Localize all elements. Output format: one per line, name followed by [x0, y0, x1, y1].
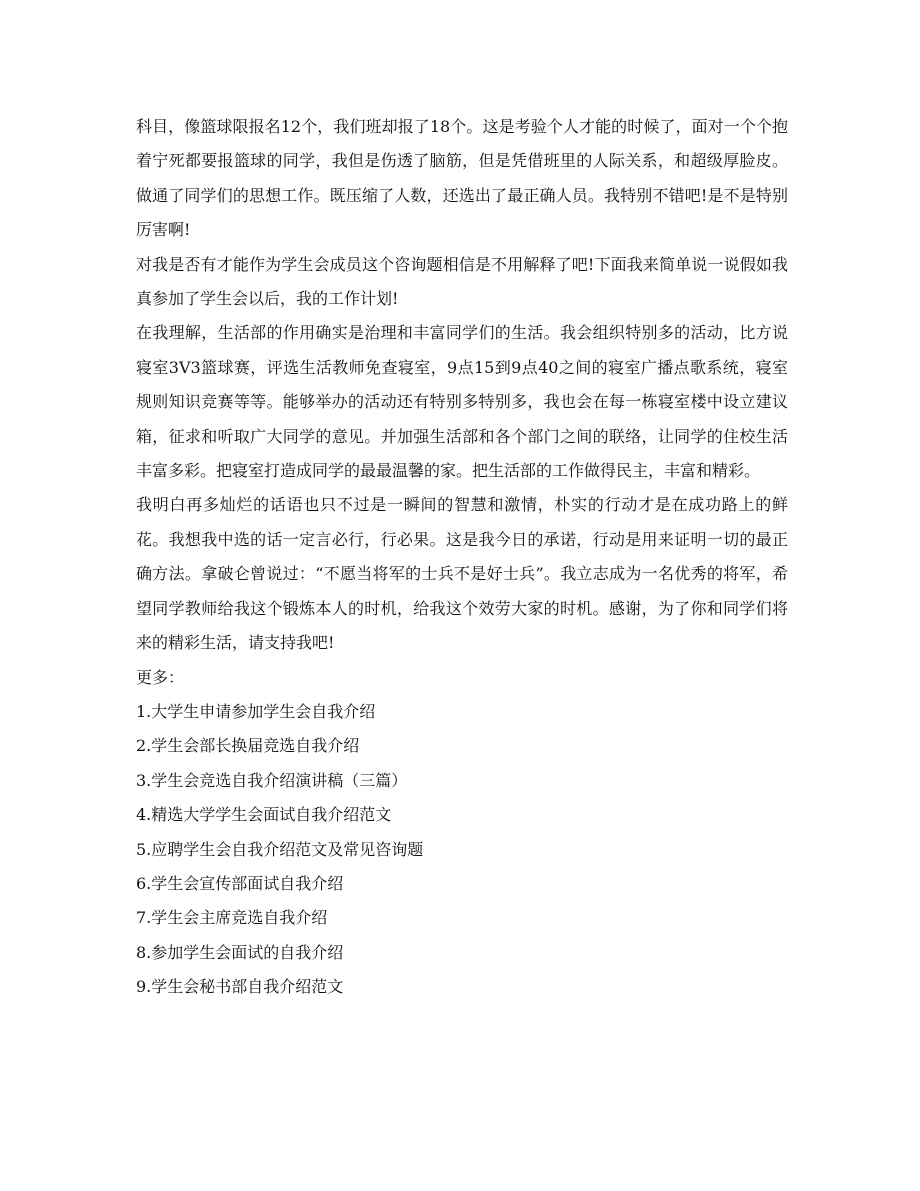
paragraph-transition: 对我是否有才能作为学生会成员这个咨询题相信是不用解释了吧!下面我来简单说一说假如我真参加了学生会以后，我的工作计划!: [136, 254, 788, 309]
related-article-item[interactable]: 3.学生会竞选自我介绍演讲稿（三篇）: [136, 770, 408, 790]
paragraph-closing: 我明白再多灿烂的话语也只不过是一瞬间的智慧和激情，朴实的行动才是在成功路上的鲜花。我想我中选的话一定言必行，行必果。这是我今日的承诺，行动是用来证明一切的最正确方法。拿破仑曾说过：“不愿当将军的士兵不是好士兵”。我立志成为一名优秀的将军，希望同学教师给我这个锻炼本人的时机，给我这个效劳大家的时机。感谢，为了你和同学们将来的精彩生活，请支持我吧!: [136, 495, 788, 653]
more-label: 更多：: [136, 667, 185, 687]
related-article-item[interactable]: 8.参加学生会面试的自我介绍: [136, 942, 344, 962]
related-article-item[interactable]: 5.应聘学生会自我介绍范文及常见咨询题: [136, 839, 424, 859]
related-article-item[interactable]: 1.大学生申请参加学生会自我介绍: [136, 701, 376, 721]
paragraph-intro-continued: 科目，像篮球限报名12个，我们班却报了18个。这是考验个人才能的时候了，面对一个个抱着宁死都要报篮球的同学，我但是伤透了脑筋，但是凭借班里的人际关系，和超级厚脸皮。做通了同学们的思想工作。既压缩了人数，还选出了最正确人员。我特别不错吧!是不是特别厉害啊!: [136, 117, 788, 240]
related-article-item[interactable]: 9.学生会秘书部自我介绍范文: [136, 977, 344, 997]
document-body: [136, 110, 788, 1005]
related-article-item[interactable]: 6.学生会宣传部面试自我介绍: [136, 873, 344, 893]
related-articles-list: [136, 695, 788, 1005]
paragraph-work-plan: 在我理解，生活部的作用确实是治理和丰富同学们的生活。我会组织特别多的活动，比方说寝室3V3篮球赛，评选生活教师免查寝室，9点15到9点40之间的寝室广播点歌系统，寝室规则知识竞赛等等。能够举办的活动还有特别多特别多，我也会在每一栋寝室楼中设立建议箱，征求和听取广大同学的意见。并加强生活部和各个部门之间的联络，让同学的住校生活丰富多彩。把寝室打造成同学的最最温馨的家。把生活部的工作做得民主，丰富和精彩。: [136, 323, 788, 481]
related-article-item[interactable]: 4.精选大学学生会面试自我介绍范文: [136, 805, 392, 825]
related-article-item[interactable]: 2.学生会部长换届竞选自我介绍: [136, 736, 360, 756]
related-article-item[interactable]: 7.学生会主席竞选自我介绍: [136, 908, 328, 928]
